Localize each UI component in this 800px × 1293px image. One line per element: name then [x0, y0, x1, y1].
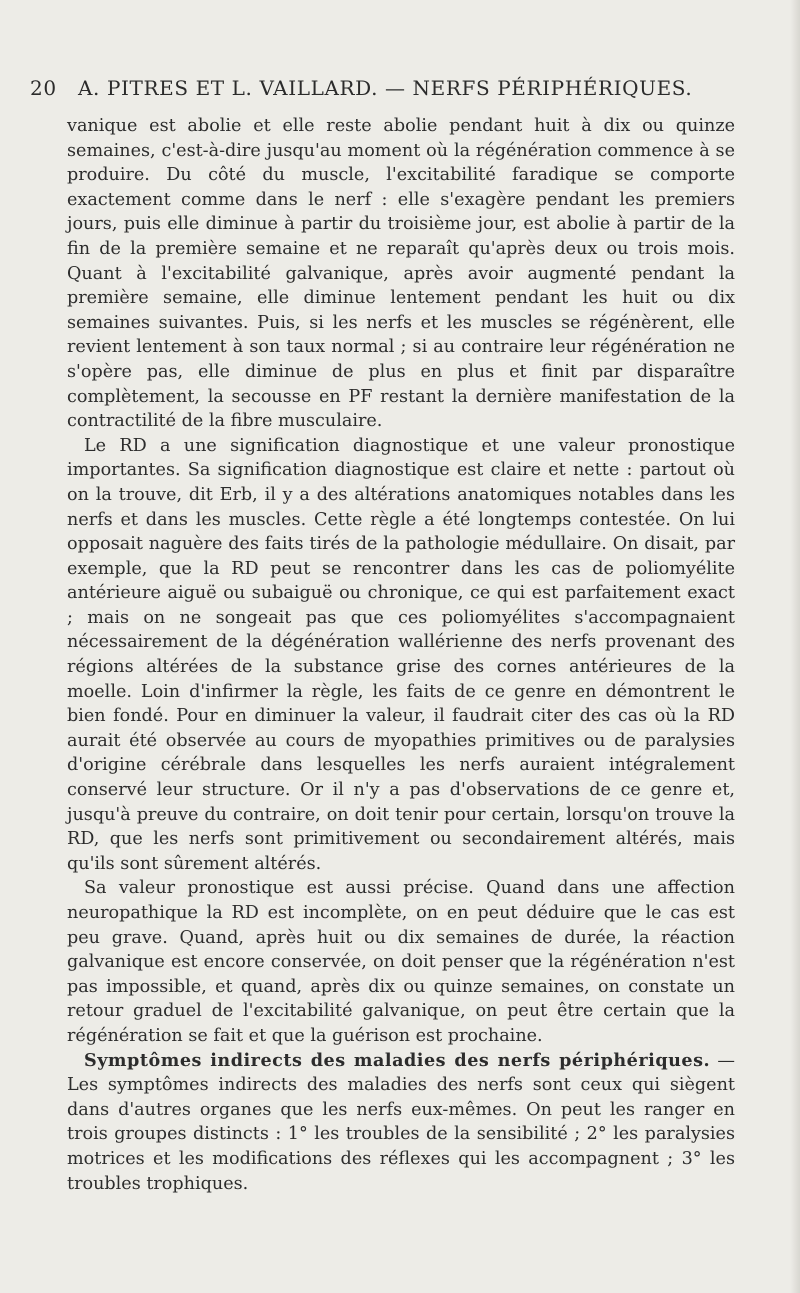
paragraph-continuation: vanique est abolie et elle reste abolie pendant huit à dix ou quinze semaines, c'est-à-dire jusqu'au moment où la régénération commence à se produire. Du côté du muscle, l'excitabilité faradique se comporte exactement comme dans le nerf : elle s'exagère pendant les premiers jours, puis elle diminue à partir du troisième jour, est abolie à partir de la fin de la première semaine et ne reparaît qu'après deux ou trois mois. Quant à l'excitabilité galvanique, après avoir augmenté pendant la première semaine, elle diminue lentement pendant les huit ou dix semaines suivantes. Puis, si les nerfs et les muscles se régénèrent, elle revient lentement à son taux normal ; si au contraire leur régénération ne s'opère pas, elle diminue de plus en plus et finit par disparaître complètement, la secousse en PF restant la dernière manifestation de la contractilité de la fibre musculaire.	[67, 116, 735, 432]
running-header	[30, 76, 730, 100]
paragraph-indirect-symptoms	[67, 1049, 735, 1197]
body-text	[67, 114, 735, 1196]
paragraph-rd-diagnostic: Le RD a une signification diagnostique et une valeur pronostique importantes. Sa signification diagnostique est claire et nette : partout où on la trouve, dit Erb, il y a des altérations anatomiques notables dans les nerfs et dans les muscles. Cette règle a été longtemps contestée. On lui opposait naguère des faits tirés de la pathologie médullaire. On disait, par exemple, que la RD peut se rencontrer dans les cas de poliomyélite antérieure aiguë ou subaiguë ou chronique, ce qui est parfaitement exact ; mais on ne songeait pas que ces poliomyélites s'accompagnaient nécessairement de la dégénération wallérienne des nerfs provenant des régions altérées de la substance grise des cornes antérieures de la moelle. Loin d'infirmer la règle, les faits de ce genre en démontrent le bien fondé. Pour en diminuer la valeur, il faudrait citer des cas où la RD aurait été observée au cours de myopathies primitives ou de paralysies d'origine cérébrale dans lesquelles les nerfs auraient intégralement conservé leur structure. Or il n'y a pas d'observations de ce genre et, jusqu'à preuve du contraire, on doit tenir pour certain, lorsqu'on trouve la RD, que les nerfs sont primitivement ou secondairement altérés, mais qu'ils sont sûrement altérés.	[67, 435, 735, 874]
section-text: — Les symptômes indirects des maladies des nerfs sont ceux qui siègent dans d'autres organes que les nerfs eux-mêmes. On peut les ranger en trois groupes distincts : 1° les troubles de la sensibilité ; 2° les paralysies motrices et les modifications des réflexes qui les accompagnent ; 3° les troubles trophiques.	[67, 1050, 736, 1194]
paragraph-rd-prognostic: Sa valeur pronostique est aussi précise. Quand dans une affection neuropathique la RD est incomplète, on en peut déduire que le cas est peu grave. Quand, après huit ou dix semaines de durée, la réaction galvanique est encore conservée, on doit penser que la régénération n'est pas impossible, et quand, après dix ou quinze semaines, on constate un retour graduel de l'excitabilité galvanique, on peut être certain que la régénération se fait et que la guérison est prochaine.	[67, 878, 735, 1046]
running-title: A. PITRES ET L. VAILLARD. — NERFS PÉRIPHÉRIQUES.	[78, 76, 693, 100]
page-number: 20	[30, 76, 57, 100]
page-edge-shadow	[790, 0, 800, 1293]
section-heading: Symptômes indirects des maladies des nerfs périphériques.	[84, 1049, 711, 1071]
